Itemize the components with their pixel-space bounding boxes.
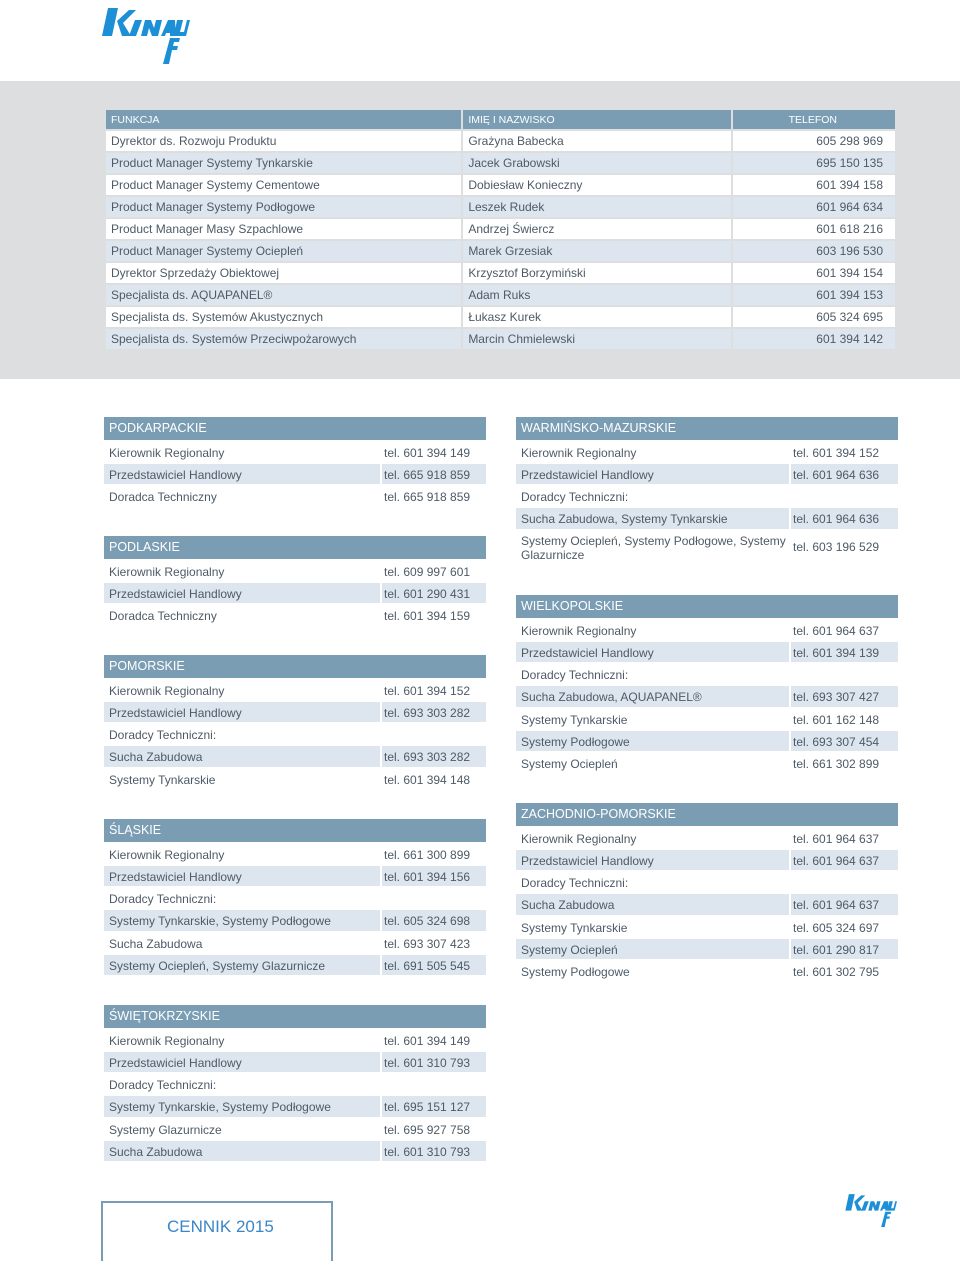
phone-number: tel. 605 324 697 [791, 917, 898, 939]
contact-phone: 601 394 158 [732, 174, 896, 196]
list-item [516, 961, 898, 983]
phone-number: tel. 601 964 637 [791, 850, 898, 872]
phone-number: tel. 693 307 454 [791, 731, 898, 753]
table-row [105, 284, 896, 306]
list-item [104, 1030, 486, 1052]
contact-name: Dobiesław Konieczny [462, 174, 732, 196]
phone-number: tel. 661 302 899 [791, 753, 898, 775]
phone-number [791, 486, 898, 508]
list-item [104, 1074, 486, 1096]
region-slaskie [104, 819, 486, 977]
list-item [104, 486, 486, 508]
contact-phone: 695 150 135 [732, 152, 896, 174]
role-label: Przedstawiciel Handlowy [104, 702, 380, 724]
contact-name: Marek Grzesiak [462, 240, 732, 262]
phone-number: tel. 661 300 899 [382, 844, 486, 866]
table-header-row [105, 109, 896, 130]
phone-number: tel. 601 394 159 [382, 605, 486, 627]
phone-number: tel. 601 290 817 [791, 939, 898, 961]
contact-name: Andrzej Świercz [462, 218, 732, 240]
list-item [516, 731, 898, 753]
list-item [516, 917, 898, 939]
role-label: Kierownik Regionalny [104, 442, 380, 464]
contact-function: Product Manager Systemy Podłogowe [105, 196, 462, 218]
role-label: Kierownik Regionalny [104, 680, 380, 702]
contact-function: Product Manager Masy Szpachlowe [105, 218, 462, 240]
region-title: ŚLĄSKIE [104, 819, 486, 842]
contact-name: Leszek Rudek [462, 196, 732, 218]
region-title: WIELKOPOLSKIE [516, 595, 898, 618]
table-row [105, 240, 896, 262]
list-item [516, 753, 898, 775]
phone-number: tel. 695 927 758 [382, 1119, 486, 1141]
region-podkarpackie [104, 417, 486, 508]
contact-phone: 601 618 216 [732, 218, 896, 240]
contact-function: Specjalista ds. AQUAPANEL® [105, 284, 462, 306]
list-item [104, 1119, 486, 1141]
list-item [104, 464, 486, 486]
phone-number [791, 872, 898, 894]
phone-number: tel. 693 303 282 [382, 746, 486, 768]
phone-number: tel. 601 394 148 [382, 769, 486, 791]
role-label: Systemy Ociepleń [516, 939, 789, 961]
phone-number: tel. 601 964 637 [791, 620, 898, 642]
role-label: Systemy Ociepleń, Systemy Glazurnicze [104, 955, 380, 977]
phone-number [382, 888, 486, 910]
list-item [104, 844, 486, 866]
role-label: Systemy Tynkarskie [516, 709, 789, 731]
contact-function: Specjalista ds. Systemów Akustycznych [105, 306, 462, 328]
contact-name: Jacek Grabowski [462, 152, 732, 174]
role-label: Kierownik Regionalny [104, 561, 380, 583]
phone-number: tel. 695 151 127 [382, 1096, 486, 1118]
phone-number: tel. 609 997 601 [382, 561, 486, 583]
phone-number: tel. 693 307 423 [382, 933, 486, 955]
table-row [105, 152, 896, 174]
contact-name: Krzysztof Borzymiński [462, 262, 732, 284]
phone-number: tel. 603 196 529 [791, 531, 898, 566]
list-item [104, 442, 486, 464]
contact-function: Product Manager Systemy Ociepleń [105, 240, 462, 262]
role-label: Przedstawiciel Handlowy [104, 464, 380, 486]
region-swietokrzyskie [104, 1005, 486, 1163]
list-item [516, 850, 898, 872]
role-label: Systemy Glazurnicze [104, 1119, 380, 1141]
phone-number [382, 1074, 486, 1096]
role-label: Sucha Zabudowa [104, 933, 380, 955]
role-label: Doradca Techniczny [104, 486, 380, 508]
role-label: Systemy Tynkarskie [104, 769, 380, 791]
list-item [104, 1052, 486, 1074]
price-list-label: CENNIK 2015 [167, 1217, 274, 1236]
role-label: Systemy Tynkarskie, Systemy Podłogowe [104, 1096, 380, 1118]
table-row [105, 174, 896, 196]
phone-number: tel. 601 964 637 [791, 894, 898, 916]
contact-name: Marcin Chmielewski [462, 328, 732, 350]
phone-number: tel. 601 394 149 [382, 442, 486, 464]
phone-number: tel. 601 310 793 [382, 1141, 486, 1163]
role-label: Doradcy Techniczni: [104, 888, 380, 910]
phone-number: tel. 665 918 859 [382, 464, 486, 486]
list-item [516, 939, 898, 961]
list-item [516, 642, 898, 664]
role-label: Przedstawiciel Handlowy [104, 866, 380, 888]
knauf-logo-footer [843, 1192, 897, 1228]
contact-function: Dyrektor Sprzedaży Obiektowej [105, 262, 462, 284]
contact-function: Dyrektor ds. Rozwoju Produktu [105, 130, 462, 152]
list-item [516, 872, 898, 894]
region-pomorskie [104, 655, 486, 791]
list-item [104, 955, 486, 977]
phone-number: tel. 693 303 282 [382, 702, 486, 724]
role-label: Systemy Tynkarskie [516, 917, 789, 939]
region-warminsko-mazurskie [516, 417, 898, 566]
phone-number [791, 664, 898, 686]
contact-name: Łukasz Kurek [462, 306, 732, 328]
management-contacts-table [104, 108, 897, 351]
list-item [516, 508, 898, 530]
contact-function: Product Manager Systemy Cementowe [105, 174, 462, 196]
role-label: Systemy Ociepleń, Systemy Podłogowe, Systemy Glazurnicze [516, 531, 789, 566]
phone-number: tel. 605 324 698 [382, 910, 486, 932]
role-label: Przedstawiciel Handlowy [516, 642, 789, 664]
table-row [105, 130, 896, 152]
table-row [105, 306, 896, 328]
region-zachodnio-pomorskie [516, 803, 898, 983]
role-label: Sucha Zabudowa, AQUAPANEL® [516, 686, 789, 708]
phone-number: tel. 693 307 427 [791, 686, 898, 708]
role-label: Kierownik Regionalny [104, 1030, 380, 1052]
list-item [516, 486, 898, 508]
contact-name: Adam Ruks [462, 284, 732, 306]
role-label: Kierownik Regionalny [104, 844, 380, 866]
list-item [104, 1141, 486, 1163]
region-wielkopolskie [516, 595, 898, 775]
phone-number: tel. 601 964 637 [791, 828, 898, 850]
region-title: ZACHODNIO-POMORSKIE [516, 803, 898, 826]
role-label: Systemy Podłogowe [516, 961, 789, 983]
header-function: FUNKCJA [105, 109, 462, 130]
role-label: Kierownik Regionalny [516, 620, 789, 642]
phone-number: tel. 601 394 156 [382, 866, 486, 888]
phone-number: tel. 601 964 636 [791, 508, 898, 530]
role-label: Doradcy Techniczni: [516, 486, 789, 508]
list-item [516, 686, 898, 708]
table-row [105, 262, 896, 284]
region-title: POMORSKIE [104, 655, 486, 678]
role-label: Doradcy Techniczni: [516, 872, 789, 894]
list-item [104, 933, 486, 955]
contact-phone: 601 394 142 [732, 328, 896, 350]
region-title: PODLASKIE [104, 536, 486, 559]
price-list-label-box [101, 1201, 333, 1261]
list-item [104, 866, 486, 888]
list-item [516, 709, 898, 731]
contact-function: Specjalista ds. Systemów Przeciwpożarowych [105, 328, 462, 350]
role-label: Przedstawiciel Handlowy [516, 850, 789, 872]
role-label: Doradcy Techniczni: [104, 724, 380, 746]
contact-phone: 603 196 530 [732, 240, 896, 262]
contact-phone: 605 324 695 [732, 306, 896, 328]
list-item [104, 702, 486, 724]
table-row [105, 328, 896, 350]
table-row [105, 196, 896, 218]
phone-number: tel. 601 394 152 [382, 680, 486, 702]
phone-number: tel. 601 310 793 [382, 1052, 486, 1074]
phone-number: tel. 601 964 636 [791, 464, 898, 486]
role-label: Przedstawiciel Handlowy [104, 583, 380, 605]
role-label: Doradcy Techniczni: [516, 664, 789, 686]
list-item [104, 769, 486, 791]
contact-phone: 601 964 634 [732, 196, 896, 218]
phone-number: tel. 601 302 795 [791, 961, 898, 983]
list-item [104, 583, 486, 605]
role-label: Kierownik Regionalny [516, 442, 789, 464]
list-item [516, 442, 898, 464]
list-item [104, 680, 486, 702]
contact-name: Grażyna Babecka [462, 130, 732, 152]
role-label: Sucha Zabudowa [104, 1141, 380, 1163]
phone-number: tel. 601 394 149 [382, 1030, 486, 1052]
region-podlaskie [104, 536, 486, 627]
role-label: Systemy Tynkarskie, Systemy Podłogowe [104, 910, 380, 932]
role-label: Przedstawiciel Handlowy [516, 464, 789, 486]
list-item [104, 910, 486, 932]
phone-number [382, 724, 486, 746]
list-item [104, 888, 486, 910]
contact-function: Product Manager Systemy Tynkarskie [105, 152, 462, 174]
list-item [104, 605, 486, 627]
list-item [104, 724, 486, 746]
phone-number: tel. 691 505 545 [382, 955, 486, 977]
role-label: Przedstawiciel Handlowy [104, 1052, 380, 1074]
contact-phone: 605 298 969 [732, 130, 896, 152]
list-item [104, 561, 486, 583]
phone-number: tel. 601 162 148 [791, 709, 898, 731]
role-label: Sucha Zabudowa [516, 894, 789, 916]
phone-number: tel. 601 394 139 [791, 642, 898, 664]
region-title: ŚWIĘTOKRZYSKIE [104, 1005, 486, 1028]
list-item [516, 464, 898, 486]
role-label: Systemy Ociepleń [516, 753, 789, 775]
list-item [516, 664, 898, 686]
list-item [516, 828, 898, 850]
list-item [104, 746, 486, 768]
list-item [516, 531, 898, 566]
role-label: Sucha Zabudowa [104, 746, 380, 768]
header-phone: TELEFON [732, 109, 896, 130]
phone-number: tel. 665 918 859 [382, 486, 486, 508]
phone-number: tel. 601 290 431 [382, 583, 486, 605]
region-title: WARMIŃSKO-MAZURSKIE [516, 417, 898, 440]
table-row [105, 218, 896, 240]
list-item [104, 1096, 486, 1118]
role-label: Doradcy Techniczni: [104, 1074, 380, 1096]
contact-phone: 601 394 154 [732, 262, 896, 284]
phone-number: tel. 601 394 152 [791, 442, 898, 464]
role-label: Kierownik Regionalny [516, 828, 789, 850]
role-label: Doradca Techniczny [104, 605, 380, 627]
role-label: Sucha Zabudowa, Systemy Tynkarskie [516, 508, 789, 530]
header-name: IMIĘ I NAZWISKO [462, 109, 732, 130]
list-item [516, 894, 898, 916]
contact-phone: 601 394 153 [732, 284, 896, 306]
region-title: PODKARPACKIE [104, 417, 486, 440]
knauf-logo [98, 6, 190, 64]
role-label: Systemy Podłogowe [516, 731, 789, 753]
list-item [516, 620, 898, 642]
